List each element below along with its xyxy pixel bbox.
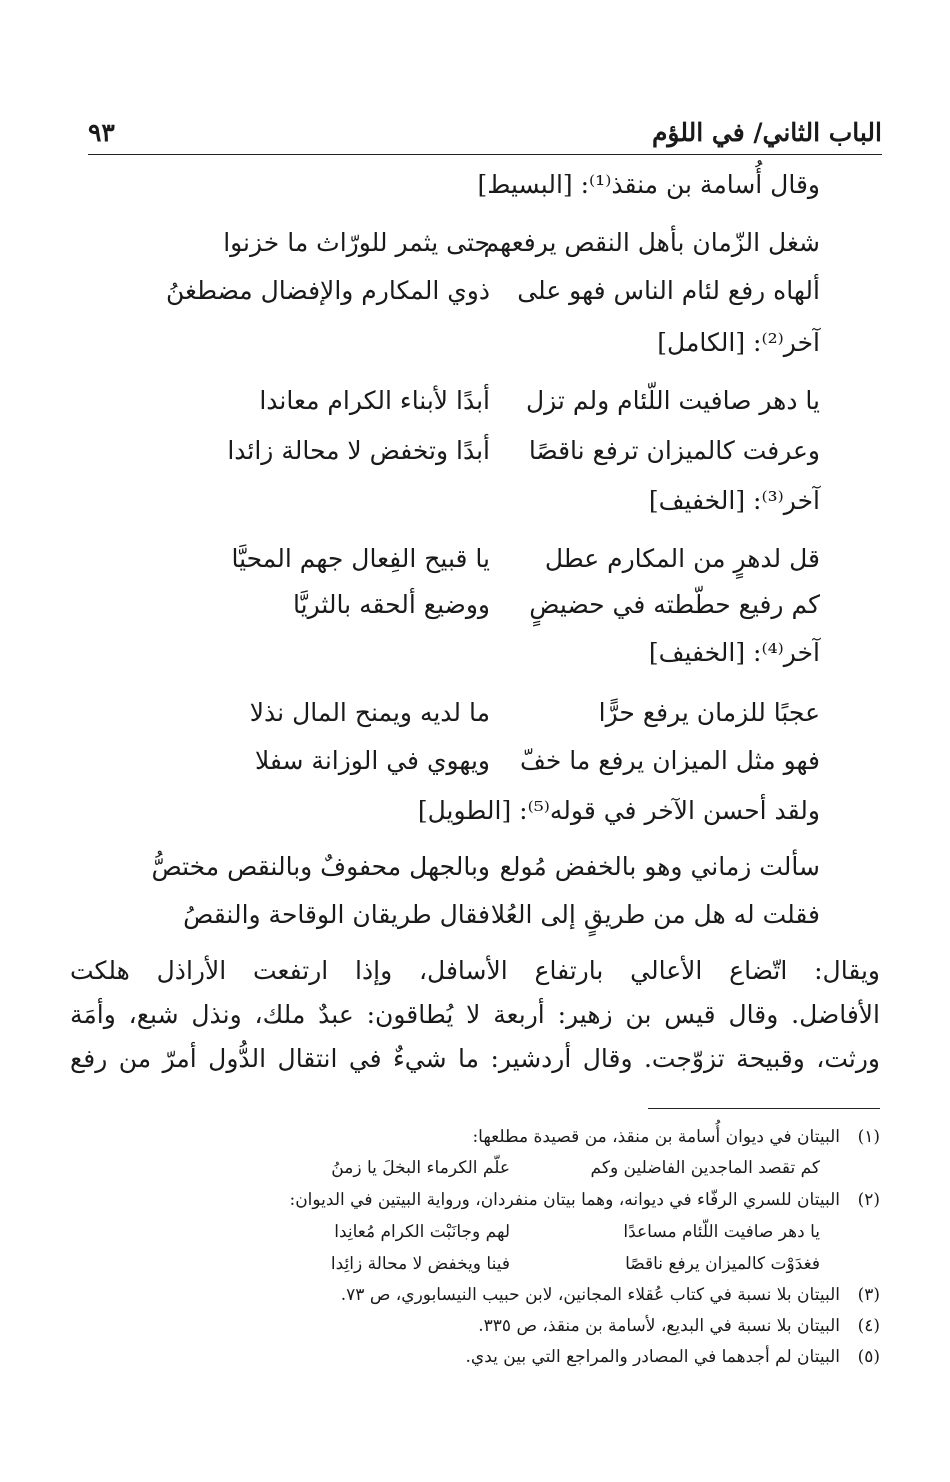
- footnote-verse-first: كم تقصد الماجدين الفاضلين وكم: [590, 1158, 820, 1178]
- poem-intro: آخر⁽²⁾: [الكامل]: [657, 328, 820, 357]
- verse-second-hemistich: حتى يثمر للورّاث ما خزنوا: [223, 228, 490, 257]
- page-header: [88, 118, 882, 155]
- prose-line: ويقال: اتّضاع الأعالي بارتفاع الأسافل، وإذا ارتفعت الأراذل هلكت: [70, 956, 880, 985]
- verse-second-hemistich: ويهوي في الوزانة سفلا: [254, 746, 490, 775]
- verse-second-hemistich: وبالجهل محفوفٌ وبالنقص مختصُّ: [151, 852, 490, 881]
- footnote-separator: [648, 1108, 880, 1109]
- footnote-verse-second: فينا ويخفض لا محالة زائِدا: [330, 1254, 510, 1274]
- footnote-number: (٣): [857, 1285, 880, 1305]
- footnote-verse-second: لهم وجانَبْت الكرام مُعانِدا: [334, 1222, 510, 1242]
- footnote-text: البيتان في ديوان أُسامة بن منقذ، من قصيدة مطلعها:: [472, 1127, 840, 1147]
- poem-intro: آخر⁽³⁾: [الخفيف]: [648, 486, 820, 515]
- footnote-number: (٥): [857, 1347, 880, 1367]
- prose-line: الأفاضل. وقال قيس بن زهير: أربعة لا يُطاقون: عبدٌ ملك، ونذل شبع، وأمَة: [70, 1000, 880, 1029]
- verse-first-hemistich: عجبًا للزمان يرفع حرًّا: [598, 698, 820, 727]
- poem-intro: وقال أُسامة بن منقذ⁽¹⁾: [البسيط]: [477, 170, 820, 199]
- verse-first-hemistich: شغل الزّمان بأهل النقص يرفعهم: [483, 228, 820, 257]
- verse-second-hemistich: ووضيع ألحقه بالثريَّا: [293, 590, 490, 619]
- footnote-number: (٢): [857, 1190, 880, 1210]
- footnote-verse-first: فغدَوْت كالميزان يرفع ناقصًا: [625, 1254, 820, 1274]
- verse-first-hemistich: يا دهر صافيت اللّئام ولم تزل: [525, 386, 820, 415]
- footnote-text: البيتان للسري الرفّاء في ديوانه، وهما بيتان منفردان، ورواية البيتين في الديوان:: [289, 1190, 840, 1210]
- verse-first-hemistich: ألهاه رفع لئام الناس فهو على: [517, 276, 820, 305]
- verse-first-hemistich: كم رفيع حطّطته في حضيضٍ: [529, 590, 820, 619]
- footnote-text: البيتان بلا نسبة في البديع، لأسامة بن منقذ، ص ٣٣٥.: [478, 1316, 840, 1336]
- footnote-verse-first: يا دهر صافيت اللّئام مساعدًا: [623, 1222, 820, 1242]
- footnote-number: (٤): [857, 1316, 880, 1336]
- footnote-verse-second: علّم الكرماء البخلَ يا زمنُ: [331, 1158, 510, 1178]
- verse-second-hemistich: فقال طريقان الوقاحة والنقصُ: [183, 900, 490, 929]
- verse-second-hemistich: أبدًا لأبناء الكرام معاندا: [259, 386, 490, 415]
- chapter-title: الباب الثاني/ في اللؤم: [651, 118, 882, 147]
- verse-second-hemistich: يا قبيح الفِعال جهم المحيَّا: [231, 544, 490, 573]
- verse-first-hemistich: وعرفت كالميزان ترفع ناقصًا: [528, 436, 820, 465]
- poem-intro: آخر⁽⁴⁾: [الخفيف]: [648, 638, 820, 667]
- verse-second-hemistich: ذوي المكارم والإفضال مضطغنُ: [166, 276, 490, 305]
- verse-second-hemistich: أبدًا وتخفض لا محالة زائدا: [227, 436, 490, 465]
- poem-intro: ولقد أحسن الآخر في قوله⁽⁵⁾: [الطويل]: [417, 796, 820, 825]
- verse-second-hemistich: ما لديه ويمنح المال نذلا: [249, 698, 490, 727]
- verse-first-hemistich: قل لدهرٍ من المكارم عطل: [544, 544, 820, 573]
- page-number: ٩٣: [88, 118, 115, 147]
- footnote-text: البيتان لم أجدهما في المصادر والمراجع التي بين يدي.: [465, 1347, 840, 1367]
- verse-first-hemistich: فهو مثل الميزان يرفع ما خفّ: [520, 746, 820, 775]
- verse-first-hemistich: فقلت له هل من طريقٍ إلى العُلا: [490, 900, 820, 929]
- prose-line: ورثت، وقبيحة تزوّجت. وقال أردشير: ما شيءٌ في انتقال الدُّول أمرّ من رفع: [70, 1044, 880, 1073]
- verse-first-hemistich: سألت زماني وهو بالخفض مُولع: [499, 852, 820, 881]
- footnote-number: (١): [857, 1127, 880, 1147]
- footnote-text: البيتان بلا نسبة في كتاب عُقلاء المجانين، لابن حبيب النيسابوري، ص ٧٣.: [340, 1285, 840, 1305]
